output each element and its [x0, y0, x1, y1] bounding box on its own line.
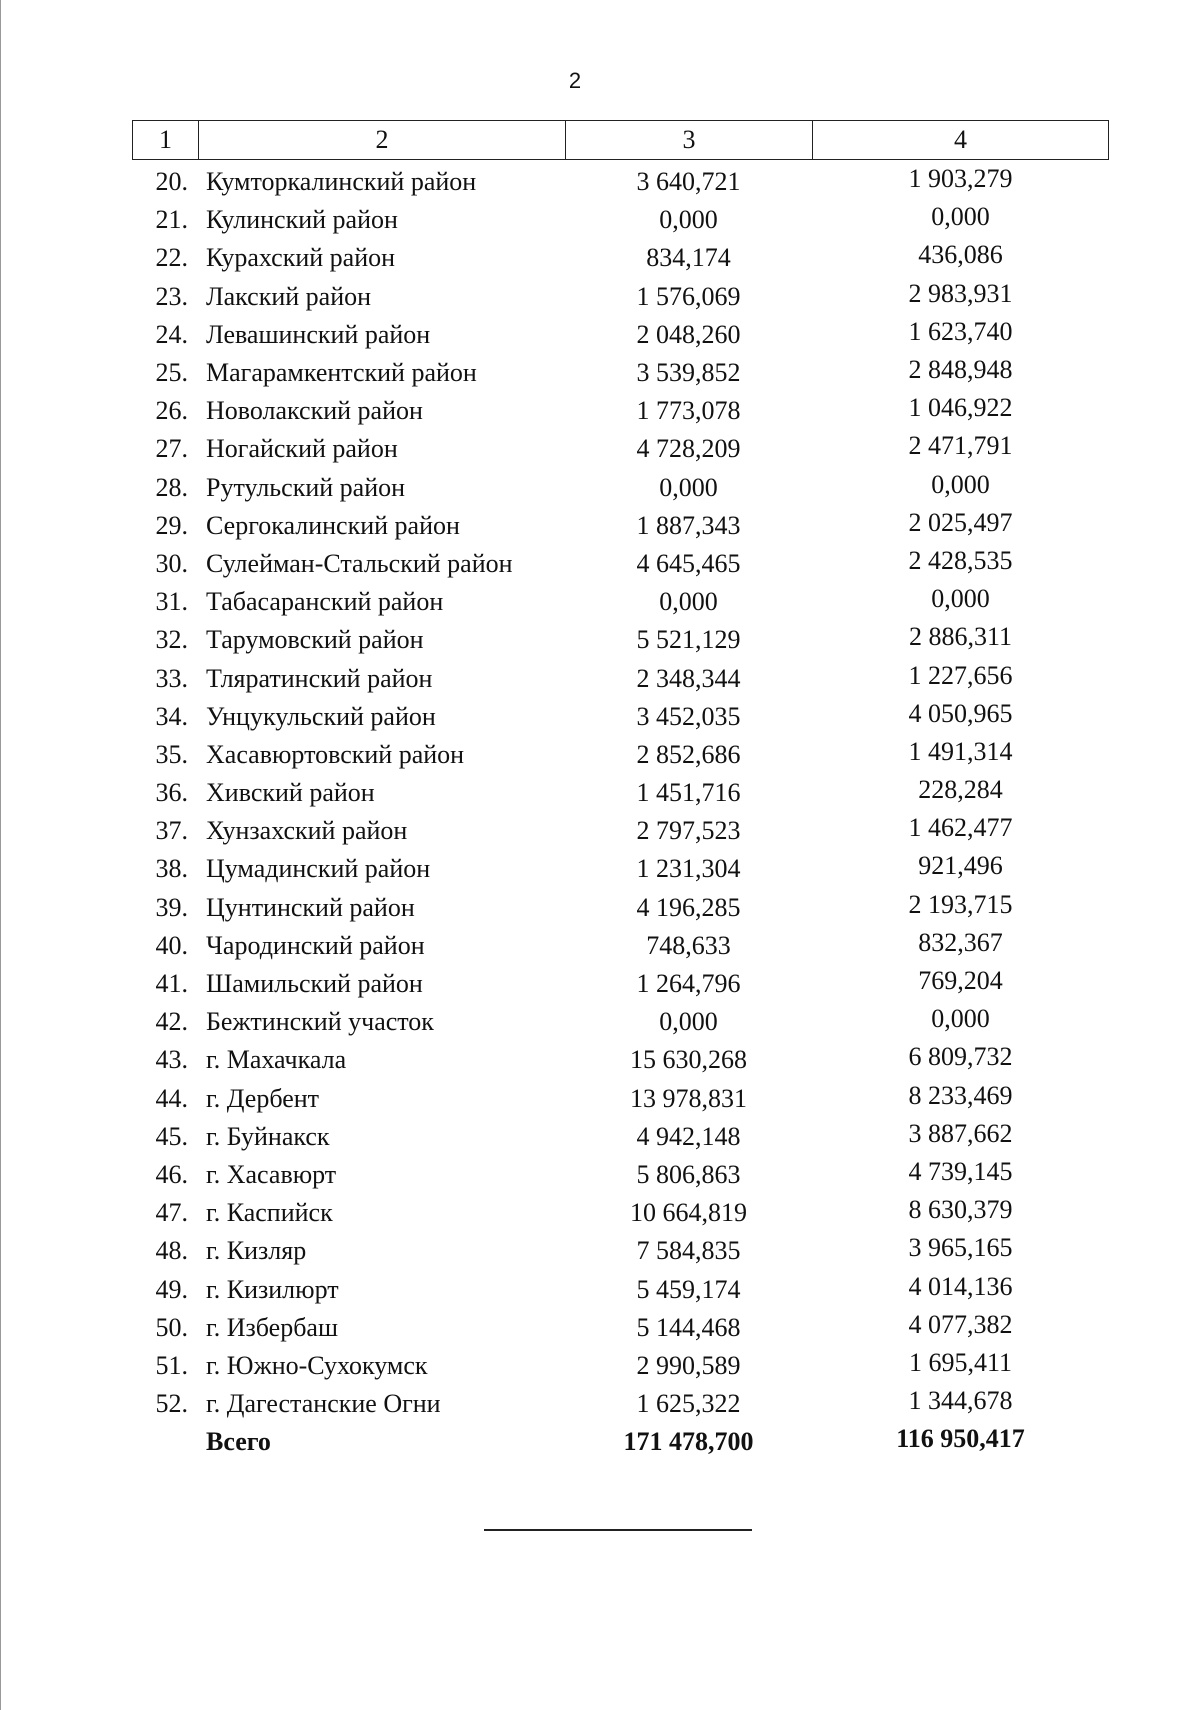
- row-value-col3: 5 144,468: [636, 1312, 741, 1342]
- row-name: Цумадинский район: [206, 854, 431, 884]
- table-row: [132, 430, 1109, 468]
- row-number: 25.: [155, 358, 188, 388]
- row-value-col4: 2 471,791: [908, 431, 1013, 461]
- row-value-col3: 5 806,863: [636, 1159, 741, 1189]
- table-body: [132, 163, 1109, 1461]
- row-value-col3: 834,174: [646, 243, 731, 273]
- row-value-col3: 1 576,069: [636, 281, 741, 311]
- row-value-col4: 1 227,656: [908, 660, 1013, 690]
- row-value-col3: 7 584,835: [636, 1236, 741, 1266]
- row-name: Унцукульский район: [206, 701, 436, 731]
- row-number: 36.: [155, 778, 188, 808]
- row-value-col4: 832,367: [918, 927, 1003, 957]
- row-name: Сулейман-Стальский район: [206, 548, 513, 578]
- row-number: 23.: [155, 281, 188, 311]
- table-row: [132, 698, 1109, 736]
- row-name: г. Избербаш: [206, 1312, 338, 1342]
- row-value-col3: 1 264,796: [636, 969, 741, 999]
- table-row: [132, 392, 1109, 430]
- table-row: [132, 1080, 1109, 1118]
- row-name: Курахский район: [206, 243, 396, 273]
- row-number: 32.: [155, 625, 188, 655]
- row-value-col3: 3 640,721: [636, 167, 741, 197]
- row-number: 24.: [155, 319, 188, 349]
- row-name: г. Махачкала: [206, 1045, 347, 1075]
- table-row: [132, 1309, 1109, 1347]
- row-value-col3: 0,000: [659, 1007, 718, 1037]
- header-col-1: 1: [133, 121, 199, 159]
- row-number: 38.: [155, 854, 188, 884]
- row-number: 26.: [155, 396, 188, 426]
- row-value-col3: 0,000: [659, 472, 718, 502]
- total-value-col3: 171 478,700: [623, 1427, 754, 1457]
- row-value-col4: 1 046,922: [908, 393, 1013, 423]
- row-value-col3: 2 797,523: [636, 816, 741, 846]
- row-value-col3: 10 664,819: [630, 1198, 747, 1228]
- row-name: Новолакский район: [206, 396, 423, 426]
- header-col-3: 3: [566, 121, 813, 159]
- row-value-col3: 1 625,322: [636, 1389, 741, 1419]
- row-value-col4: 8 233,469: [908, 1080, 1013, 1110]
- row-value-col3: 4 942,148: [636, 1121, 741, 1151]
- row-number: 27.: [155, 434, 188, 464]
- table-row: [132, 812, 1109, 850]
- row-name: Магарамкентский район: [206, 358, 477, 388]
- row-number: 43.: [155, 1045, 188, 1075]
- table-row: [132, 1270, 1109, 1308]
- row-number: 45.: [155, 1121, 188, 1151]
- row-value-col4: 0,000: [931, 584, 990, 614]
- row-number: 28.: [155, 472, 188, 502]
- row-value-col3: 2 348,344: [636, 663, 741, 693]
- table-row: [132, 927, 1109, 965]
- row-value-col4: 0,000: [931, 1004, 990, 1034]
- row-number: 29.: [155, 510, 188, 540]
- row-number: 35.: [155, 739, 188, 769]
- table-row: [132, 774, 1109, 812]
- row-name: Хасавюртовский район: [206, 739, 465, 769]
- row-name: г. Дагестанские Огни: [206, 1389, 441, 1419]
- table-row: [132, 201, 1109, 239]
- row-name: г. Хасавюрт: [206, 1159, 337, 1189]
- row-value-col4: 4 077,382: [908, 1309, 1013, 1339]
- table-row: [132, 1003, 1109, 1041]
- table-row: [132, 1041, 1109, 1079]
- row-value-col4: 769,204: [918, 966, 1003, 996]
- row-name: Левашинский район: [206, 319, 431, 349]
- row-value-col3: 13 978,831: [630, 1083, 747, 1113]
- row-name: г. Кизилюрт: [206, 1274, 339, 1304]
- row-value-col4: 8 630,379: [908, 1195, 1013, 1225]
- row-value-col4: 4 014,136: [908, 1271, 1013, 1301]
- row-name: Цунтинский район: [206, 892, 415, 922]
- scan-edge: [0, 0, 4, 1710]
- row-number: 37.: [155, 816, 188, 846]
- row-number: 50.: [155, 1312, 188, 1342]
- row-name: г. Южно-Сухокумск: [206, 1350, 428, 1380]
- row-number: 22.: [155, 243, 188, 273]
- table-header: [132, 120, 1109, 160]
- row-number: 42.: [155, 1007, 188, 1037]
- table-row: [132, 239, 1109, 277]
- row-name: Кумторкалинский район: [206, 167, 477, 197]
- row-number: 46.: [155, 1159, 188, 1189]
- row-value-col4: 6 809,732: [908, 1042, 1013, 1072]
- row-name: Хунзахский район: [206, 816, 408, 846]
- row-value-col4: 3 965,165: [908, 1233, 1013, 1263]
- row-name: г. Кизляр: [206, 1236, 307, 1266]
- row-number: 44.: [155, 1083, 188, 1113]
- table-row: [132, 354, 1109, 392]
- row-value-col4: 4 739,145: [908, 1156, 1013, 1186]
- row-name: Лакский район: [206, 281, 372, 311]
- table-row: [132, 621, 1109, 659]
- row-number: 33.: [155, 663, 188, 693]
- row-name: Чародинский район: [206, 930, 425, 960]
- table-row: [132, 469, 1109, 507]
- table-row: [132, 1156, 1109, 1194]
- row-value-col4: 1 695,411: [908, 1347, 1013, 1377]
- table-row: [132, 1118, 1109, 1156]
- row-number: 52.: [155, 1389, 188, 1419]
- table-row: [132, 583, 1109, 621]
- total-row: [132, 1423, 1109, 1461]
- total-label: Всего: [206, 1427, 271, 1457]
- header-col-4: 4: [954, 125, 967, 154]
- row-number: 39.: [155, 892, 188, 922]
- row-number: 31.: [155, 587, 188, 617]
- row-value-col4: 3 887,662: [908, 1118, 1013, 1148]
- row-value-col3: 2 048,260: [636, 319, 741, 349]
- row-number: 34.: [155, 701, 188, 731]
- table-row: [132, 1194, 1109, 1232]
- row-number: 41.: [155, 969, 188, 999]
- row-value-col4: 1 623,740: [908, 316, 1013, 346]
- row-number: 51.: [155, 1350, 188, 1380]
- row-value-col4: 2 886,311: [908, 622, 1013, 652]
- row-value-col3: 3 452,035: [636, 701, 741, 731]
- row-name: Бежтинский участок: [206, 1007, 434, 1037]
- table-row: [132, 889, 1109, 927]
- row-name: Тарумовский район: [206, 625, 424, 655]
- row-value-col4: 921,496: [918, 851, 1003, 881]
- row-name: Тляратинский район: [206, 663, 433, 693]
- table-row: [132, 545, 1109, 583]
- row-name: г. Дербент: [206, 1083, 320, 1113]
- row-value-col4: 4 050,965: [908, 698, 1013, 728]
- row-value-col4: 1 344,678: [908, 1386, 1013, 1416]
- row-name: г. Буйнакск: [206, 1121, 330, 1151]
- row-value-col3: 4 645,465: [636, 548, 741, 578]
- row-name: Хивский район: [206, 778, 375, 808]
- table-row: [132, 736, 1109, 774]
- row-number: 40.: [155, 930, 188, 960]
- row-value-col3: 15 630,268: [630, 1045, 747, 1075]
- total-value-col4: 116 950,417: [896, 1424, 1025, 1454]
- table-row: [132, 1232, 1109, 1270]
- table-row: [132, 163, 1109, 201]
- row-number: 30.: [155, 548, 188, 578]
- table-row: [132, 659, 1109, 697]
- row-value-col4: 0,000: [931, 202, 990, 232]
- row-name: Кулинский район: [206, 205, 398, 235]
- row-value-col3: 2 852,686: [636, 739, 741, 769]
- row-number: 48.: [155, 1236, 188, 1266]
- row-value-col3: 0,000: [659, 205, 718, 235]
- row-value-col3: 4 728,209: [636, 434, 741, 464]
- table-row: [132, 850, 1109, 888]
- row-value-col3: 1 773,078: [636, 396, 741, 426]
- row-name: Табасаранский район: [206, 587, 444, 617]
- row-number: 20.: [155, 167, 188, 197]
- row-value-col4: 2 428,535: [908, 545, 1013, 575]
- row-value-col4: 228,284: [918, 775, 1003, 805]
- row-value-col4: 436,086: [918, 240, 1003, 270]
- row-number: 21.: [155, 205, 188, 235]
- row-value-col3: 5 459,174: [636, 1274, 741, 1304]
- table-row: [132, 316, 1109, 354]
- row-name: Сергокалинский район: [206, 510, 460, 540]
- table-row: [132, 1347, 1109, 1385]
- table-row: [132, 278, 1109, 316]
- row-name: Рутульский район: [206, 472, 406, 502]
- row-name: г. Каспийск: [206, 1198, 333, 1228]
- row-value-col4: 0,000: [931, 469, 990, 499]
- row-value-col4: 1 491,314: [908, 736, 1013, 766]
- row-value-col4: 2 848,948: [908, 355, 1013, 385]
- row-value-col3: 2 990,589: [636, 1350, 741, 1380]
- page-number: 2: [568, 68, 582, 93]
- table-row: [132, 507, 1109, 545]
- table-row: [132, 1385, 1109, 1423]
- row-value-col3: 1 887,343: [636, 510, 741, 540]
- row-number: 49.: [155, 1274, 188, 1304]
- footer-divider: [484, 1529, 752, 1531]
- row-value-col3: 5 521,129: [636, 625, 741, 655]
- row-value-col3: 4 196,285: [636, 892, 741, 922]
- row-number: 47.: [155, 1198, 188, 1228]
- row-value-col3: 748,633: [646, 930, 731, 960]
- row-value-col3: 1 231,304: [636, 854, 741, 884]
- row-value-col4: 2 193,715: [908, 889, 1013, 919]
- row-value-col4: 2 025,497: [908, 507, 1013, 537]
- row-value-col3: 3 539,852: [636, 358, 741, 388]
- row-value-col4: 1 462,477: [908, 813, 1013, 843]
- row-name: Шамильский район: [206, 969, 423, 999]
- table-row: [132, 965, 1109, 1003]
- row-value-col4: 2 983,931: [908, 278, 1013, 308]
- row-value-col3: 0,000: [659, 587, 718, 617]
- row-value-col3: 1 451,716: [636, 778, 741, 808]
- row-value-col4: 1 903,279: [908, 164, 1013, 194]
- row-name: Ногайский район: [206, 434, 398, 464]
- header-col-2: 2: [199, 121, 566, 159]
